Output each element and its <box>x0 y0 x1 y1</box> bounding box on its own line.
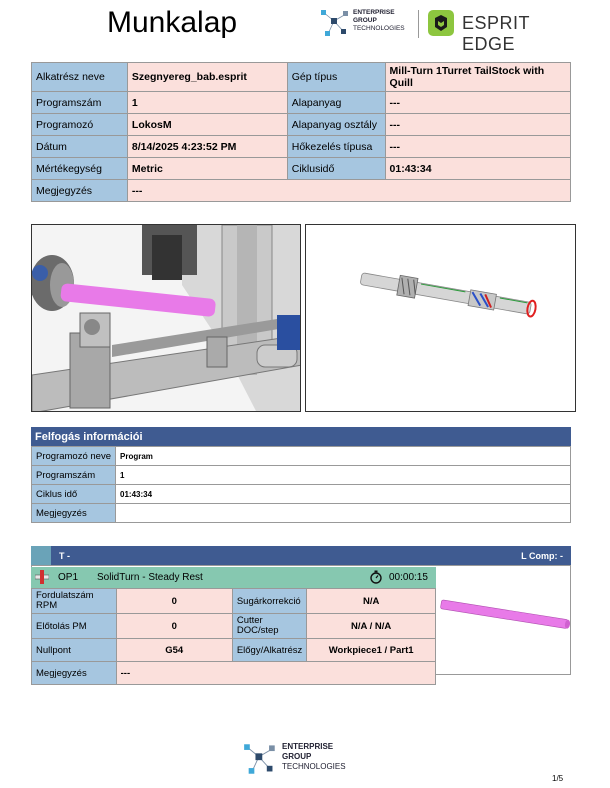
tool-label: T - <box>59 551 70 561</box>
radius-comp-value: N/A <box>307 589 436 614</box>
units-label: Mértékegység <box>32 158 128 180</box>
tool-header <box>31 546 571 565</box>
logo-divider <box>418 10 419 38</box>
zero-point-label: Nullpont <box>32 639 117 662</box>
logo-text-enterprise: ENTERPRISE <box>353 9 395 16</box>
stopwatch-icon <box>369 570 383 584</box>
operation-part-image <box>438 596 574 636</box>
operation-id: OP1 <box>58 572 79 583</box>
part-name-label: Alkatrész neve <box>32 63 128 92</box>
cycle-time-label: Ciklusidő <box>287 158 385 180</box>
feed-label: Előtolás PM <box>32 614 117 639</box>
material-class-label: Alapanyag osztály <box>287 114 385 136</box>
fixture-cycle-value: 01:43:34 <box>116 485 571 504</box>
date-value: 8/14/2025 4:23:52 PM <box>127 136 287 158</box>
fixture-cycle-label: Ciklus idő <box>32 485 116 504</box>
rpm-label: Fordulatszám RPM <box>32 589 117 614</box>
fixture-programmer-label: Programozó neve <box>32 447 116 466</box>
part-preview-image <box>305 224 576 412</box>
material-class-value: --- <box>385 114 570 136</box>
heat-treatment-value: --- <box>385 136 570 158</box>
feed-value: 0 <box>116 614 232 639</box>
zero-point-value: G54 <box>116 639 232 662</box>
fixture-info-table <box>31 446 571 523</box>
units-value: Metric <box>127 158 287 180</box>
program-number-value: 1 <box>127 92 287 114</box>
fixture-programmer-value: Program <box>116 447 571 466</box>
programmer-label: Programozó <box>32 114 128 136</box>
rpm-value: 0 <box>116 589 232 614</box>
programmer-value: LokosM <box>127 114 287 136</box>
esprit-logo-icon <box>428 10 454 36</box>
operation-notes-label: Megjegyzés <box>32 662 117 685</box>
heat-treatment-label: Hőkezelés típusa <box>287 136 385 158</box>
footer-logo <box>242 742 362 776</box>
fixture-program-number-value: 1 <box>116 466 571 485</box>
cutter-doc-label: Cutter DOC/step <box>232 614 306 639</box>
page-title: Munkalap <box>107 6 238 39</box>
logo-text-technologies: TECHNOLOGIES <box>353 25 405 32</box>
part-info-table <box>31 62 571 202</box>
footer-logo-group: GROUP <box>282 752 312 761</box>
cutter-doc-value: N/A / N/A <box>307 614 436 639</box>
enterprise-group-logo-icon <box>320 8 350 38</box>
machine-type-label: Gép típus <box>287 63 385 92</box>
esprit-logo-text: ESPRIT EDGE <box>462 13 530 54</box>
enterprise-group-logo <box>320 8 420 42</box>
date-label: Dátum <box>32 136 128 158</box>
fixture-notes-value <box>116 504 571 523</box>
operation-name: SolidTurn - Steady Rest <box>97 572 203 583</box>
stock-part-label: Előgy/Alkatrész <box>232 639 306 662</box>
notes-label: Megjegyzés <box>32 180 128 202</box>
fixture-section-header: Felfogás információi <box>31 427 571 446</box>
material-label: Alapanyag <box>287 92 385 114</box>
esprit-edge-logo <box>428 10 573 54</box>
radius-comp-label: Sugárkorrekció <box>232 589 306 614</box>
cycle-time-value: 01:43:34 <box>385 158 570 180</box>
fixture-notes-label: Megjegyzés <box>32 504 116 523</box>
footer-logo-enterprise: ENTERPRISE <box>282 742 334 751</box>
logo-text-group: GROUP <box>353 17 377 24</box>
steady-rest-icon <box>35 570 49 584</box>
tool-header-marker <box>31 546 51 565</box>
stock-part-value: Workpiece1 / Part1 <box>307 639 436 662</box>
material-value: --- <box>385 92 570 114</box>
program-number-label: Programszám <box>32 92 128 114</box>
operation-params-table <box>31 588 436 685</box>
footer-logo-icon <box>242 742 278 776</box>
operation-row <box>31 567 436 588</box>
page-number: 1/5 <box>552 774 564 783</box>
part-name-value: Szegnyereg_bab.esprit <box>127 63 287 92</box>
footer-logo-technologies: TECHNOLOGIES <box>282 762 346 771</box>
notes-value: --- <box>127 180 570 202</box>
machine-setup-image <box>31 224 301 412</box>
machine-type-value: Mill-Turn 1Turret TailStock with Quill <box>385 63 570 92</box>
length-comp-label: L Comp: - <box>521 551 563 561</box>
operation-time: 00:00:15 <box>389 572 428 583</box>
operation-notes-value: --- <box>116 662 435 685</box>
fixture-program-number-label: Programszám <box>32 466 116 485</box>
